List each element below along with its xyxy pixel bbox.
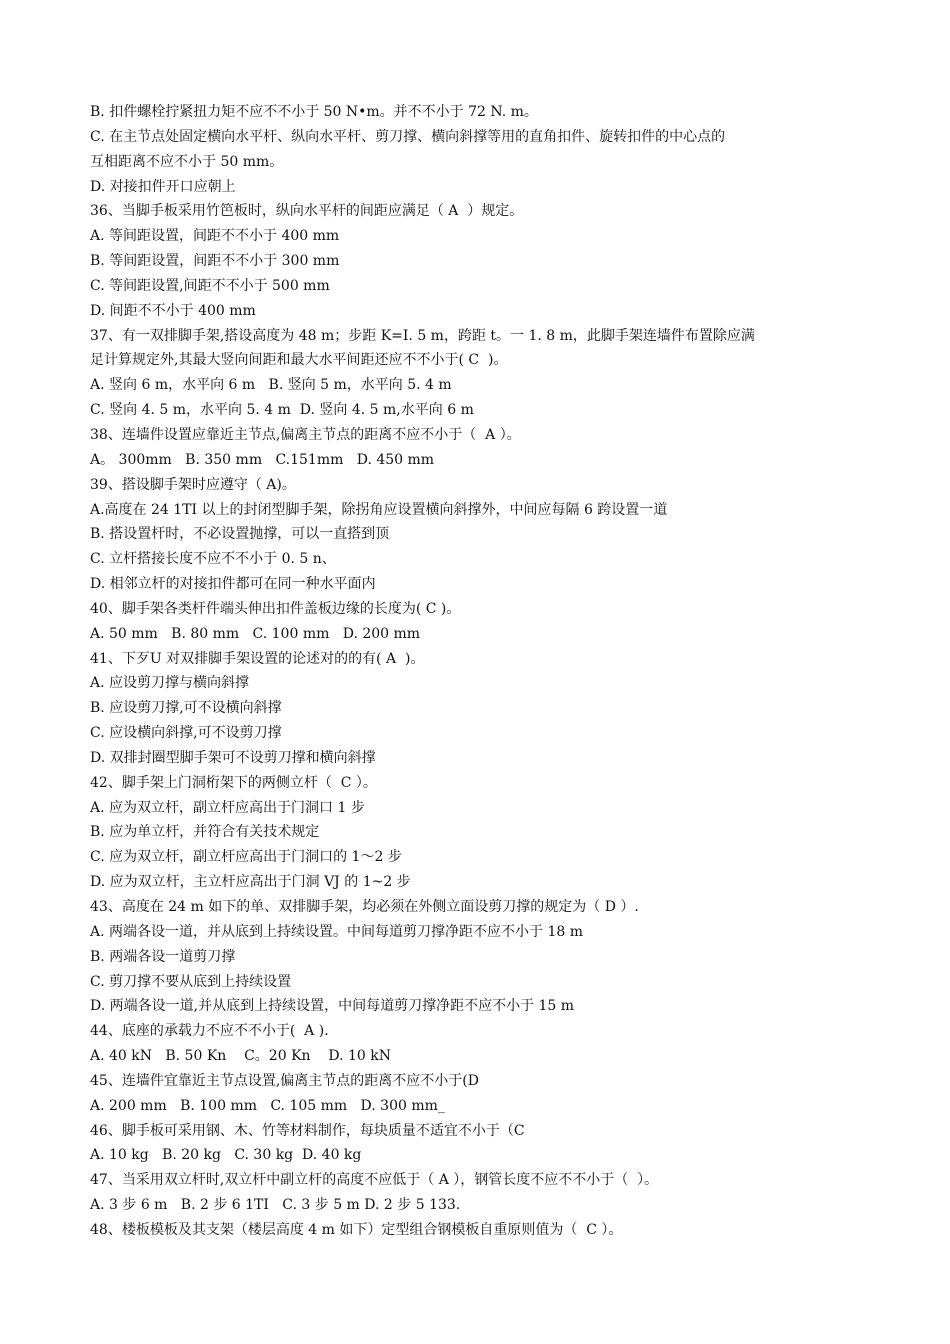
- text-line: A。 300mm B. 350 mm C.151mm D. 450 mm: [90, 451, 435, 468]
- text-line: B. 两端各设一道剪刀撑: [90, 948, 236, 965]
- text-line: B. 应设剪刀撑,可不设横向斜撑: [90, 700, 282, 717]
- text-line: A. 10 kg B. 20 kg C. 30 kg D. 40 kg: [90, 1147, 362, 1164]
- text-line: 37、有一双排脚手架,搭设高度为 48 m；步距 K=I. 5 m，跨距 t。一 1. 8 m，此脚手架连墙件布置除应满: [90, 327, 755, 344]
- question-text-block: [90, 100, 870, 1243]
- text-line: D. 间距不不小于 400 mm: [90, 302, 256, 319]
- text-line: C. 剪刀撑不要从底到上持续设置: [90, 973, 292, 990]
- text-line: 41、下歹U 对双排脚手架设置的论述对的的有( A )。: [90, 650, 425, 667]
- text-line: 38、连墙件设置应靠近主节点,偏离主节点的距离不应不小于（ A ）。: [90, 426, 521, 443]
- text-line: 足计算规定外,其最大竖向间距和最大水平间距还应不不小于( C )。: [90, 352, 508, 369]
- text-line: 40、脚手架各类杆件端头伸出扣件盖板边缘的长度为( C )。: [90, 600, 461, 617]
- text-line: C. 应为双立杆，副立杆应高出于门洞口的 1～2 步: [90, 849, 402, 866]
- text-line: D. 对接扣件开口应朝上: [90, 178, 236, 195]
- text-line: 36、当脚手板采用竹笆板时，纵向水平杆的间距应满足（ A ）规定。: [90, 203, 524, 220]
- text-line: A. 50 mm B. 80 mm C. 100 mm D. 200 mm: [90, 625, 421, 642]
- text-line: D. 双排封圈型脚手架可不设剪刀撑和横向斜撑: [90, 749, 376, 766]
- text-line: C. 立杆搭接长度不应不不小于 0. 5 n、: [90, 551, 336, 568]
- text-line: 48、楼板模板及其支架（楼层高度 4 m 如下）定型组合钢模板自重原则值为（ C ）。: [90, 1221, 623, 1238]
- text-line: A. 竖向 6 m，水平向 6 m B. 竖向 5 m，水平向 5. 4 m: [90, 377, 452, 394]
- text-line: 47、当采用双立杆时,双立杆中副立杆的高度不应低于（ A ），钢管长度不应不不小于（ ）。: [90, 1172, 659, 1189]
- text-line: B. 应为单立杆，并符合有关技术规定: [90, 824, 320, 841]
- text-line: A. 等间距设置，间距不不小于 400 mm: [90, 228, 340, 245]
- text-line: C. 等间距设置,间距不不小于 500 mm: [90, 277, 330, 294]
- text-line: B. 扣件螺栓拧紧扭力矩不应不不小于 50 N•m。并不不小于 72 N. m。: [90, 104, 538, 120]
- text-line: A. 200 mm B. 100 mm C. 105 mm D. 300 mm_: [90, 1097, 445, 1114]
- text-line: A. 应设剪刀撑与横向斜撑: [90, 675, 250, 692]
- text-line: D. 应为双立杆，主立杆应高出于门洞 VJ 的 1~2 步: [90, 874, 411, 891]
- text-line: 44、底座的承载力不应不不小于( A ).: [90, 1023, 329, 1040]
- text-line: A. 3 步 6 m B. 2 步 6 1TI C. 3 步 5 m D. 2 步 5 133.: [90, 1197, 461, 1214]
- text-line: A. 40 kN B. 50 Kn C。20 Kn D. 10 kN: [90, 1048, 391, 1065]
- text-line: 43、高度在 24 m 如下的单、双排脚手架，均必须在外侧立面设剪刀撑的规定为（ D ）.: [90, 899, 639, 915]
- text-line: B. 等间距设置，间距不不小于 300 mm: [90, 253, 340, 270]
- text-line: C. 竖向 4. 5 m，水平向 5. 4 m D. 竖向 4. 5 m,水平向 6 m: [90, 402, 474, 419]
- text-line: 46、脚手板可采用钢、木、竹等材料制作，每块质量不适宜不小于（C: [90, 1122, 525, 1139]
- text-line: C. 在主节点处固定横向水平杆、纵向水平杆、剪刀撑、横向斜撑等用的直角扣件、旋转扣件的中心点的: [90, 128, 726, 145]
- text-line: C. 应设横向斜撑,可不设剪刀撑: [90, 725, 282, 742]
- text-line: A. 应为双立杆，副立杆应高出于门洞口 1 步: [90, 799, 365, 816]
- text-line: 39、搭设脚手架时应遵守（ A)。: [90, 476, 296, 493]
- text-line: 互相距离不应不小于 50 mm。: [90, 153, 284, 170]
- text-line: D. 相邻立杆的对接扣件都可在同一种水平面内: [90, 576, 376, 593]
- text-line: 42、脚手架上门洞桁架下的两侧立杆（ C ）。: [90, 774, 377, 791]
- text-line: A. 两端各设一道，并从底到上持续设置。中间每道剪刀撑净距不应不小于 18 m: [90, 923, 583, 940]
- text-line: B. 搭设置杆时，不必设置抛撑，可以一直搭到顶: [90, 526, 390, 543]
- text-line: 45、连墙件宜靠近主节点设置,偏离主节点的距离不应不小于(D: [90, 1072, 479, 1089]
- text-line: D. 两端各设一道,并从底到上持续设置，中间每道剪刀撑净距不应不小于 15 m: [90, 998, 575, 1015]
- text-line: A.高度在 24 1TI 以上的封闭型脚手架，除拐角应设置横向斜撑外，中间应每隔 6 跨设置一道: [90, 501, 668, 518]
